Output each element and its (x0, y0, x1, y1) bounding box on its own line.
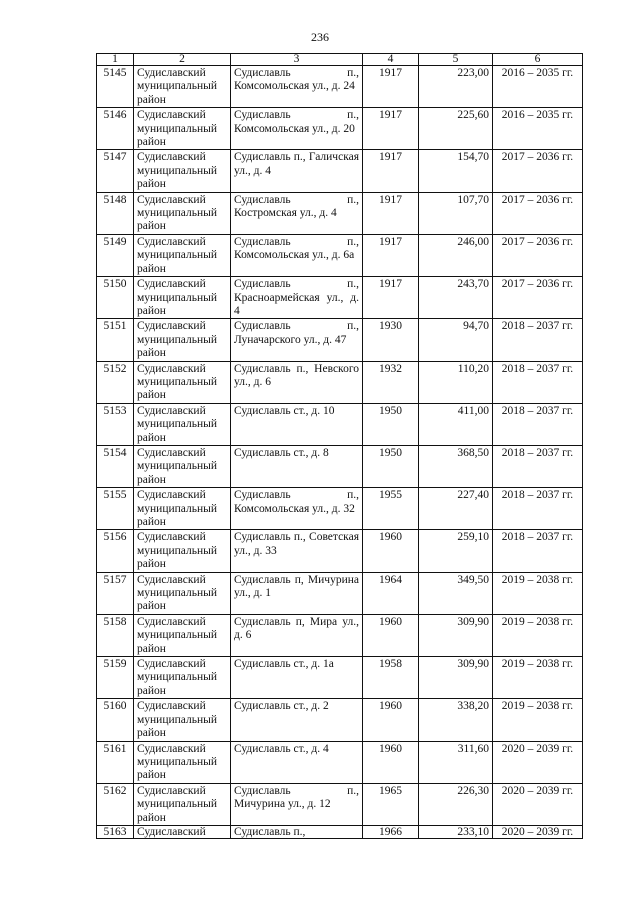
area-cell: 349,50 (419, 572, 493, 614)
row-number: 5151 (97, 319, 134, 361)
area-cell: 368,50 (419, 445, 493, 487)
table-row (97, 66, 583, 108)
period-cell: 2019 – 2038 гг. (493, 699, 583, 741)
year-cell: 1960 (363, 530, 419, 572)
column-header: 2 (134, 54, 231, 66)
period-cell: 2020 – 2039 гг. (493, 783, 583, 825)
year-cell: 1917 (363, 150, 419, 192)
table-row (97, 445, 583, 487)
area-cell: 154,70 (419, 150, 493, 192)
area-cell: 225,60 (419, 108, 493, 150)
address-cell: Судиславль п., Комсомольская ул., д. 20 (231, 108, 363, 150)
row-number: 5154 (97, 445, 134, 487)
district-cell: Судиславский муниципальный район (134, 572, 231, 614)
row-number: 5146 (97, 108, 134, 150)
row-number: 5162 (97, 783, 134, 825)
year-cell: 1950 (363, 445, 419, 487)
year-cell: 1960 (363, 614, 419, 656)
year-cell: 1958 (363, 657, 419, 699)
district-cell: Судиславский муниципальный район (134, 234, 231, 276)
row-number: 5145 (97, 66, 134, 108)
year-cell: 1930 (363, 319, 419, 361)
table-row (97, 530, 583, 572)
table-row (97, 572, 583, 614)
area-cell: 243,70 (419, 277, 493, 319)
table-row (97, 319, 583, 361)
year-cell: 1960 (363, 741, 419, 783)
address-cell: Судиславль ст., д. 4 (231, 741, 363, 783)
table-row (97, 150, 583, 192)
district-cell: Судиславский муниципальный район (134, 530, 231, 572)
area-cell: 246,00 (419, 234, 493, 276)
year-cell: 1960 (363, 699, 419, 741)
district-cell: Судиславский муниципальный район (134, 657, 231, 699)
area-cell: 223,00 (419, 66, 493, 108)
district-cell: Судиславский муниципальный район (134, 277, 231, 319)
year-cell: 1965 (363, 783, 419, 825)
year-cell: 1966 (363, 825, 419, 838)
column-header: 3 (231, 54, 363, 66)
row-number: 5149 (97, 234, 134, 276)
row-number: 5160 (97, 699, 134, 741)
row-number: 5153 (97, 403, 134, 445)
period-cell: 2017 – 2036 гг. (493, 150, 583, 192)
table-row (97, 192, 583, 234)
period-cell: 2016 – 2035 гг. (493, 66, 583, 108)
area-cell: 338,20 (419, 699, 493, 741)
district-cell: Судиславский муниципальный район (134, 403, 231, 445)
table-row (97, 277, 583, 319)
table-row (97, 741, 583, 783)
area-cell: 110,20 (419, 361, 493, 403)
district-cell: Судиславский муниципальный район (134, 108, 231, 150)
housing-table (96, 53, 583, 839)
row-number: 5156 (97, 530, 134, 572)
table-row (97, 108, 583, 150)
row-number: 5152 (97, 361, 134, 403)
address-cell: Судиславль п., Луначарского ул., д. 47 (231, 319, 363, 361)
district-cell: Судиславский муниципальный район (134, 192, 231, 234)
period-cell: 2018 – 2037 гг. (493, 530, 583, 572)
address-cell: Судиславль п., Комсомольская ул., д. 6а (231, 234, 363, 276)
table-row (97, 488, 583, 530)
period-cell: 2017 – 2036 гг. (493, 234, 583, 276)
district-cell: Судиславский муниципальный район (134, 66, 231, 108)
column-header: 6 (493, 54, 583, 66)
address-cell: Судиславль ст., д. 10 (231, 403, 363, 445)
column-header: 1 (97, 54, 134, 66)
year-cell: 1917 (363, 234, 419, 276)
district-cell: Судиславский (134, 825, 231, 838)
area-cell: 311,60 (419, 741, 493, 783)
district-cell: Судиславский муниципальный район (134, 319, 231, 361)
period-cell: 2019 – 2038 гг. (493, 614, 583, 656)
row-number: 5148 (97, 192, 134, 234)
year-cell: 1917 (363, 66, 419, 108)
year-cell: 1955 (363, 488, 419, 530)
district-cell: Судиславский муниципальный район (134, 614, 231, 656)
district-cell: Судиславский муниципальный район (134, 741, 231, 783)
period-cell: 2017 – 2036 гг. (493, 192, 583, 234)
address-cell: Судиславль п, Мичурина ул., д. 1 (231, 572, 363, 614)
row-number: 5157 (97, 572, 134, 614)
year-cell: 1932 (363, 361, 419, 403)
period-cell: 2019 – 2038 гг. (493, 657, 583, 699)
area-cell: 411,00 (419, 403, 493, 445)
area-cell: 226,30 (419, 783, 493, 825)
table-row (97, 783, 583, 825)
district-cell: Судиславский муниципальный район (134, 150, 231, 192)
district-cell: Судиславский муниципальный район (134, 445, 231, 487)
address-cell: Судиславль п., Красноармейская ул., д. 4 (231, 277, 363, 319)
table-row (97, 234, 583, 276)
row-number: 5158 (97, 614, 134, 656)
column-header: 4 (363, 54, 419, 66)
address-cell: Судиславль ст., д. 8 (231, 445, 363, 487)
year-cell: 1917 (363, 277, 419, 319)
address-cell: Судиславль п., Мичурина ул., д. 12 (231, 783, 363, 825)
area-cell: 227,40 (419, 488, 493, 530)
row-number: 5155 (97, 488, 134, 530)
row-number: 5163 (97, 825, 134, 838)
area-cell: 107,70 (419, 192, 493, 234)
address-cell: Судиславль п., Галичская ул., д. 4 (231, 150, 363, 192)
period-cell: 2016 – 2035 гг. (493, 108, 583, 150)
row-number: 5159 (97, 657, 134, 699)
column-header: 5 (419, 54, 493, 66)
district-cell: Судиславский муниципальный район (134, 488, 231, 530)
period-cell: 2018 – 2037 гг. (493, 488, 583, 530)
row-number: 5150 (97, 277, 134, 319)
address-cell: Судиславль ст., д. 2 (231, 699, 363, 741)
table-row (97, 403, 583, 445)
address-cell: Судиславль п., (231, 825, 363, 838)
area-cell: 309,90 (419, 614, 493, 656)
period-cell: 2017 – 2036 гг. (493, 277, 583, 319)
period-cell: 2020 – 2039 гг. (493, 741, 583, 783)
year-cell: 1917 (363, 108, 419, 150)
period-cell: 2018 – 2037 гг. (493, 361, 583, 403)
period-cell: 2019 – 2038 гг. (493, 572, 583, 614)
period-cell: 2018 – 2037 гг. (493, 445, 583, 487)
period-cell: 2018 – 2037 гг. (493, 403, 583, 445)
table-row (97, 825, 583, 838)
row-number: 5147 (97, 150, 134, 192)
period-cell: 2018 – 2037 гг. (493, 319, 583, 361)
address-cell: Судиславль ст., д. 1а (231, 657, 363, 699)
row-number: 5161 (97, 741, 134, 783)
address-cell: Судиславль п., Костромская ул., д. 4 (231, 192, 363, 234)
address-cell: Судиславль п., Комсомольская ул., д. 32 (231, 488, 363, 530)
table-row (97, 361, 583, 403)
table-header-row (97, 54, 583, 66)
table-row (97, 699, 583, 741)
table-row (97, 614, 583, 656)
area-cell: 309,90 (419, 657, 493, 699)
address-cell: Судиславль п., Комсомольская ул., д. 24 (231, 66, 363, 108)
year-cell: 1964 (363, 572, 419, 614)
address-cell: Судиславль п, Мира ул., д. 6 (231, 614, 363, 656)
area-cell: 233,10 (419, 825, 493, 838)
table-row (97, 657, 583, 699)
year-cell: 1917 (363, 192, 419, 234)
area-cell: 94,70 (419, 319, 493, 361)
address-cell: Судиславль п., Советская ул., д. 33 (231, 530, 363, 572)
district-cell: Судиславский муниципальный район (134, 783, 231, 825)
address-cell: Судиславль п., Невского ул., д. 6 (231, 361, 363, 403)
area-cell: 259,10 (419, 530, 493, 572)
period-cell: 2020 – 2039 гг. (493, 825, 583, 838)
year-cell: 1950 (363, 403, 419, 445)
district-cell: Судиславский муниципальный район (134, 699, 231, 741)
page-number: 236 (311, 30, 329, 44)
district-cell: Судиславский муниципальный район (134, 361, 231, 403)
